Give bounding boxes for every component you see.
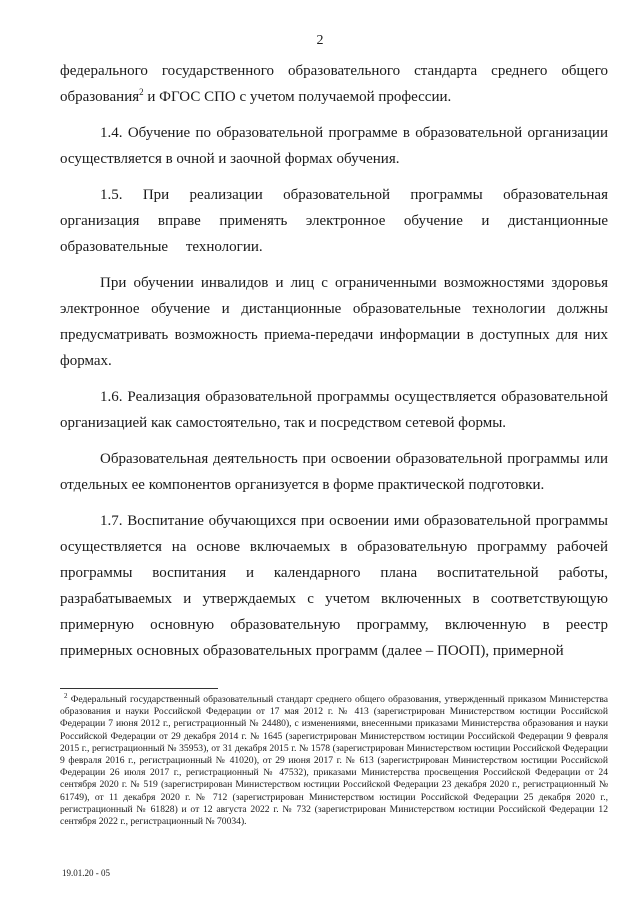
form-code: 19.01.20 - 05 xyxy=(62,868,110,878)
paragraph-1-4: 1.4. Обучение по образовательной программе в образовательной организации осуществляется в очной и заочной формах обучения. xyxy=(60,125,608,167)
paragraph-disabled-persons: При обучении инвалидов и лиц с ограниченными возможностями здоровья электронное обучение и дистанционные образовательные технологии должны предусматривать возможность приема-передачи информации в доступных для них формах. xyxy=(60,275,608,369)
paragraph-continuation xyxy=(60,58,608,110)
paragraph-continuation-tail: и ФГОС СПО с учетом получаемой профессии. xyxy=(147,89,452,105)
paragraph-practical-training: Образовательная деятельность при освоении образовательной программы или отдельных ее компонентов организуется в форме практической подготовки. xyxy=(60,451,608,493)
footnote-separator xyxy=(60,688,218,689)
document-body xyxy=(60,58,608,674)
footnote-reference[interactable]: 2 xyxy=(139,87,144,97)
page-number: 2 xyxy=(316,33,324,48)
paragraph-continuation-text: федерального государственного образовательного стандарта среднего общего образования xyxy=(60,63,608,105)
paragraph-1-7: 1.7. Воспитание обучающихся при освоении ими образовательной программы осуществляется на основе включаемых в образовательную программу рабочей программы воспитания и календарного плана воспитательной работы, разрабатываемых и утверждаемых с учетом включенных в соответствующую примерную основную образовательную программу, включенную в реестр примерных основных образовательных программ (далее – ПООП), примерной xyxy=(60,513,608,659)
footnote-text: Федеральный государственный образовательный стандарт среднего общего образования, утвержденный приказом Министерства образования и науки Российской Федерации от 17 мая 2012 г. № 413 (зарегистрирован Министерством юстиции Российской Федерации 7 июня 2012 г., регистрационный № 24480), с изменениями, внесенными приказами Министерства образования и науки Российской Федерации от 29 декабря 2014 г. № 1645 (зарегистрирован Министерством юстиции Российской Федерации 9 февраля 2015 г., регистрационный № 35953), от 31 декабря 2015 г. № 1578 (зарегистрирован Министерством юстиции Российской Федерации 9 февраля 2016 г., регистрационный № 41020), от 29 июня 2017 г. № 613 (зарегистрирован Министерством юстиции Российской Федерации 26 июля 2017 г., регистрационный № 47532), приказами Министерства просвещения Российской Федерации от 24 сентября 2020 г. № 519 (зарегистрирован Министерством юстиции Российской Федерации 23 декабря 2020 г., регистрационный № 61749), от 11 декабря 2020 г. № 712 (зарегистрирован Министерством юстиции Российской Федерации 25 декабря 2020 г., регистрационный № 61828) и от 12 августа 2022 г. № 732 (зарегистрирован Министерством юстиции Российской Федерации 12 сентября 2022 г., регистрационный № 70034). xyxy=(60,694,608,828)
footnote-marker: 2 xyxy=(64,691,68,700)
paragraph-1-5: 1.5. При реализации образовательной программы образовательная организация вправе применять электронное обучение и дистанционные образовательные технологии. xyxy=(60,187,608,255)
paragraph-1-6: 1.6. Реализация образовательной программы осуществляется образовательной организацией как самостоятельно, так и посредством сетевой формы. xyxy=(60,389,608,431)
footnote xyxy=(60,691,608,828)
